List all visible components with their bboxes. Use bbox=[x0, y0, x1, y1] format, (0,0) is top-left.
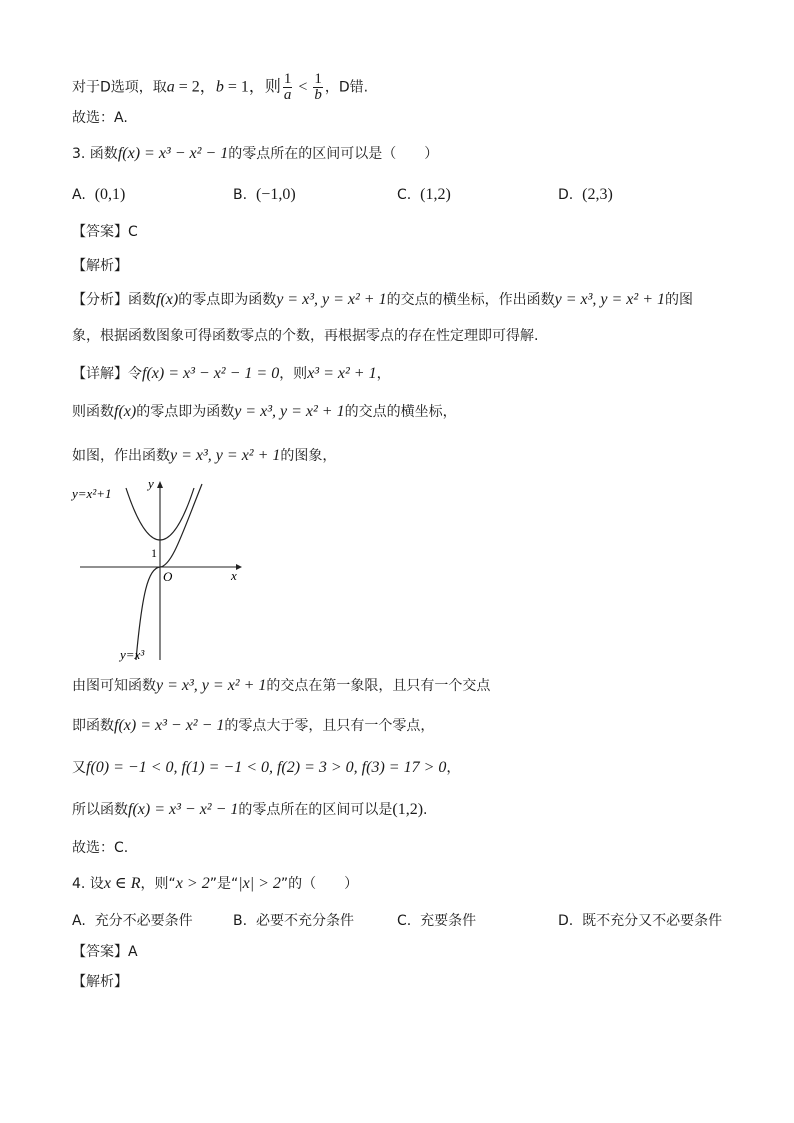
q3-detail-line-7: 所以函数f(x) = x³ − x² − 1的零点所在的区间可以是(1,2). bbox=[72, 801, 428, 818]
q3-detail-line-4: 由图可知函数y = x³, y = x² + 1的交点在第一象限，且只有一个交点 bbox=[72, 677, 491, 694]
q3-answer: 【答案】C bbox=[72, 224, 138, 240]
q3-option-c: C. (1,2) bbox=[397, 186, 451, 203]
q4-option-b: B. 必要不充分条件 bbox=[233, 913, 354, 929]
q3-stem: 3. 函数f(x) = x³ − x² − 1的零点所在的区间可以是（ ） bbox=[72, 145, 439, 162]
q3-conclusion: 故选：C. bbox=[72, 840, 129, 856]
q4-stem: 4. 设x ∈ R，则“x > 2”是“|x| > 2”的（ ） bbox=[72, 875, 359, 892]
x-axis-arrow bbox=[236, 564, 242, 570]
q3-option-b: B. (−1,0) bbox=[233, 186, 296, 203]
line-d-option: 对于D选项，取a = 2，b = 1，则 $\frac{1}{a}$ < $\frac{1}{b}$ ，D错. bbox=[72, 71, 369, 103]
fraction-1-over-b: $\frac{1}{b}$ bbox=[314, 71, 322, 103]
y-axis-arrow bbox=[157, 481, 163, 488]
q3-option-d: D. (2,3) bbox=[558, 186, 613, 203]
q4-answer: 【答案】A bbox=[72, 944, 138, 960]
label-cubic: y=x³ bbox=[120, 647, 145, 662]
q3-analysis-heading: 【解析】 bbox=[72, 258, 128, 274]
q3-detail-line-1: 【详解】令f(x) = x³ − x² − 1 = 0，则x³ = x² + 1， bbox=[72, 365, 391, 382]
q4-analysis-heading: 【解析】 bbox=[72, 974, 128, 990]
q3-detail-line-6: 又f(0) = −1 < 0, f(1) = −1 < 0, f(2) = 3 > 0, f(3) = 17 > 0， bbox=[72, 759, 461, 776]
previous-answer-conclusion: 故选：A. bbox=[72, 110, 128, 126]
label-parabola: y=x²+1 bbox=[72, 486, 112, 501]
q3-detail-line-3: 如图，作出函数y = x³, y = x² + 1的图象， bbox=[72, 447, 337, 464]
label-y-axis: y bbox=[148, 476, 154, 491]
q4-option-a: A. 充分不必要条件 bbox=[72, 913, 193, 929]
label-x-axis: x bbox=[231, 568, 237, 583]
label-one: 1 bbox=[151, 546, 157, 560]
label-origin: O bbox=[163, 569, 173, 584]
fraction-1-over-a: $\frac{1}{a}$ bbox=[283, 71, 292, 103]
q4-option-c: C. 充要条件 bbox=[397, 913, 477, 929]
q3-analysis-line-1: 【分析】函数f(x)的零点即为函数y = x³, y = x² + 1的交点的横坐标，作出函数y = x³, y = x² + 1的图 bbox=[72, 291, 693, 308]
function-graph bbox=[68, 474, 248, 666]
q4-option-d: D. 既不充分又不必要条件 bbox=[558, 913, 723, 929]
q3-option-a: A. (0,1) bbox=[72, 186, 126, 203]
q3-analysis-line-2: 象，根据函数图象可得函数零点的个数，再根据零点的存在性定理即可得解. bbox=[72, 328, 539, 344]
q3-detail-line-2: 则函数f(x)的零点即为函数y = x³, y = x² + 1的交点的横坐标， bbox=[72, 403, 457, 420]
q3-detail-line-5: 即函数f(x) = x³ − x² − 1的零点大于零，且只有一个零点， bbox=[72, 717, 435, 734]
